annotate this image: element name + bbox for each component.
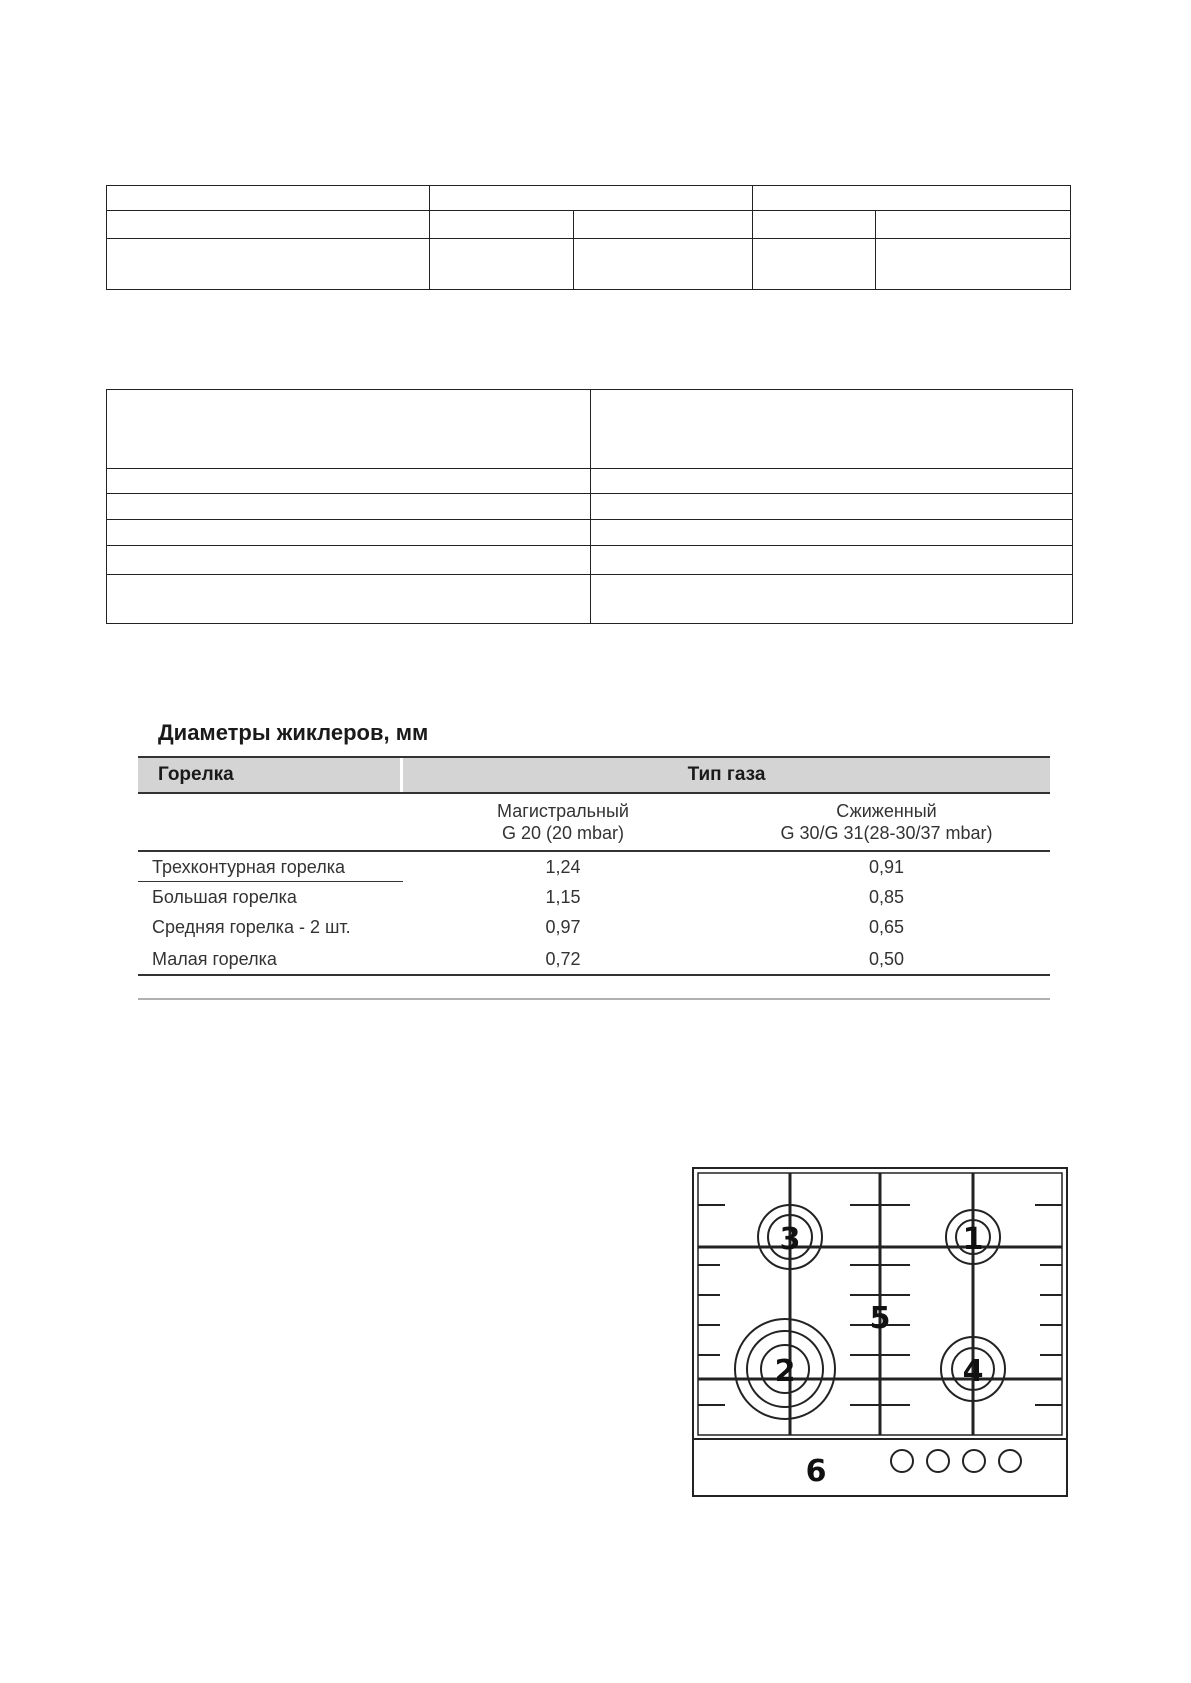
row-liquefied: 0,85 bbox=[868, 887, 905, 907]
row-natural: 1,24 bbox=[545, 857, 581, 877]
header-burner: Горелка bbox=[138, 758, 403, 792]
table-cell bbox=[107, 239, 430, 290]
table-cell bbox=[107, 186, 430, 211]
row-liquefied: 0,91 bbox=[868, 857, 905, 877]
jets-table bbox=[138, 756, 1050, 1000]
table-cell bbox=[107, 211, 430, 239]
table-bottom-rule bbox=[138, 974, 1050, 976]
table-cell bbox=[107, 469, 591, 494]
table-cell bbox=[107, 520, 591, 546]
table-row bbox=[138, 882, 1050, 912]
row-liquefied: 0,50 bbox=[868, 949, 905, 969]
table-cell bbox=[107, 546, 591, 575]
subheader-natural-gas bbox=[403, 794, 723, 850]
empty-table-1 bbox=[106, 185, 1071, 290]
row-burner: Средняя горелка - 2 шт. bbox=[152, 917, 351, 937]
table-cell bbox=[876, 211, 1071, 239]
table-cell bbox=[107, 390, 591, 469]
table-cell bbox=[876, 239, 1071, 290]
table-row bbox=[138, 942, 1050, 974]
table-footer-rule bbox=[138, 998, 1050, 1000]
table-cell bbox=[430, 186, 753, 211]
table-cell bbox=[574, 239, 753, 290]
header-gas-type: Тип газа bbox=[687, 764, 766, 785]
table-cell bbox=[430, 211, 574, 239]
control-knob bbox=[999, 1450, 1021, 1472]
label-1: 1 bbox=[962, 1222, 984, 1257]
jets-table-header bbox=[138, 756, 1050, 794]
table-row bbox=[138, 912, 1050, 942]
empty-table-2 bbox=[106, 389, 1073, 624]
liquefied-gas-name: Сжиженный bbox=[836, 801, 937, 821]
hob-diagram bbox=[690, 1165, 1070, 1499]
row-burner: Большая горелка bbox=[152, 887, 297, 907]
row-natural: 0,97 bbox=[545, 917, 581, 937]
table-cell bbox=[107, 494, 591, 520]
row-natural: 1,15 bbox=[545, 887, 581, 907]
control-knob bbox=[927, 1450, 949, 1472]
table-cell bbox=[591, 546, 1073, 575]
label-5: 5 bbox=[869, 1301, 891, 1336]
label-2: 2 bbox=[774, 1354, 796, 1389]
table-cell bbox=[430, 239, 574, 290]
row-liquefied: 0,65 bbox=[868, 917, 905, 937]
subheader-liquefied-gas bbox=[723, 794, 1050, 850]
label-4: 4 bbox=[962, 1354, 984, 1389]
label-6: 6 bbox=[805, 1454, 827, 1489]
table-cell bbox=[753, 186, 1071, 211]
row-burner: Малая горелка bbox=[152, 949, 277, 969]
label-3: 3 bbox=[779, 1222, 801, 1257]
table-cell bbox=[591, 390, 1073, 469]
table-cell bbox=[591, 575, 1073, 624]
table-cell bbox=[574, 211, 753, 239]
control-knob bbox=[963, 1450, 985, 1472]
natural-gas-spec: G 20 (20 mbar) bbox=[501, 823, 625, 843]
table-cell bbox=[753, 211, 876, 239]
table-cell bbox=[591, 520, 1073, 546]
liquefied-gas-spec: G 30/G 31(28-30/37 mbar) bbox=[780, 823, 993, 843]
table-cell bbox=[591, 494, 1073, 520]
jets-table-subheader bbox=[138, 794, 1050, 852]
control-knob bbox=[891, 1450, 913, 1472]
table-cell bbox=[753, 239, 876, 290]
natural-gas-name: Магистральный bbox=[497, 801, 629, 821]
row-natural: 0,72 bbox=[545, 949, 581, 969]
row-burner: Трехконтурная горелка bbox=[138, 852, 403, 882]
table-row bbox=[138, 852, 1050, 882]
table-cell bbox=[107, 575, 591, 624]
jets-table-title: Диаметры жиклеров, мм bbox=[158, 720, 429, 745]
table-cell bbox=[591, 469, 1073, 494]
